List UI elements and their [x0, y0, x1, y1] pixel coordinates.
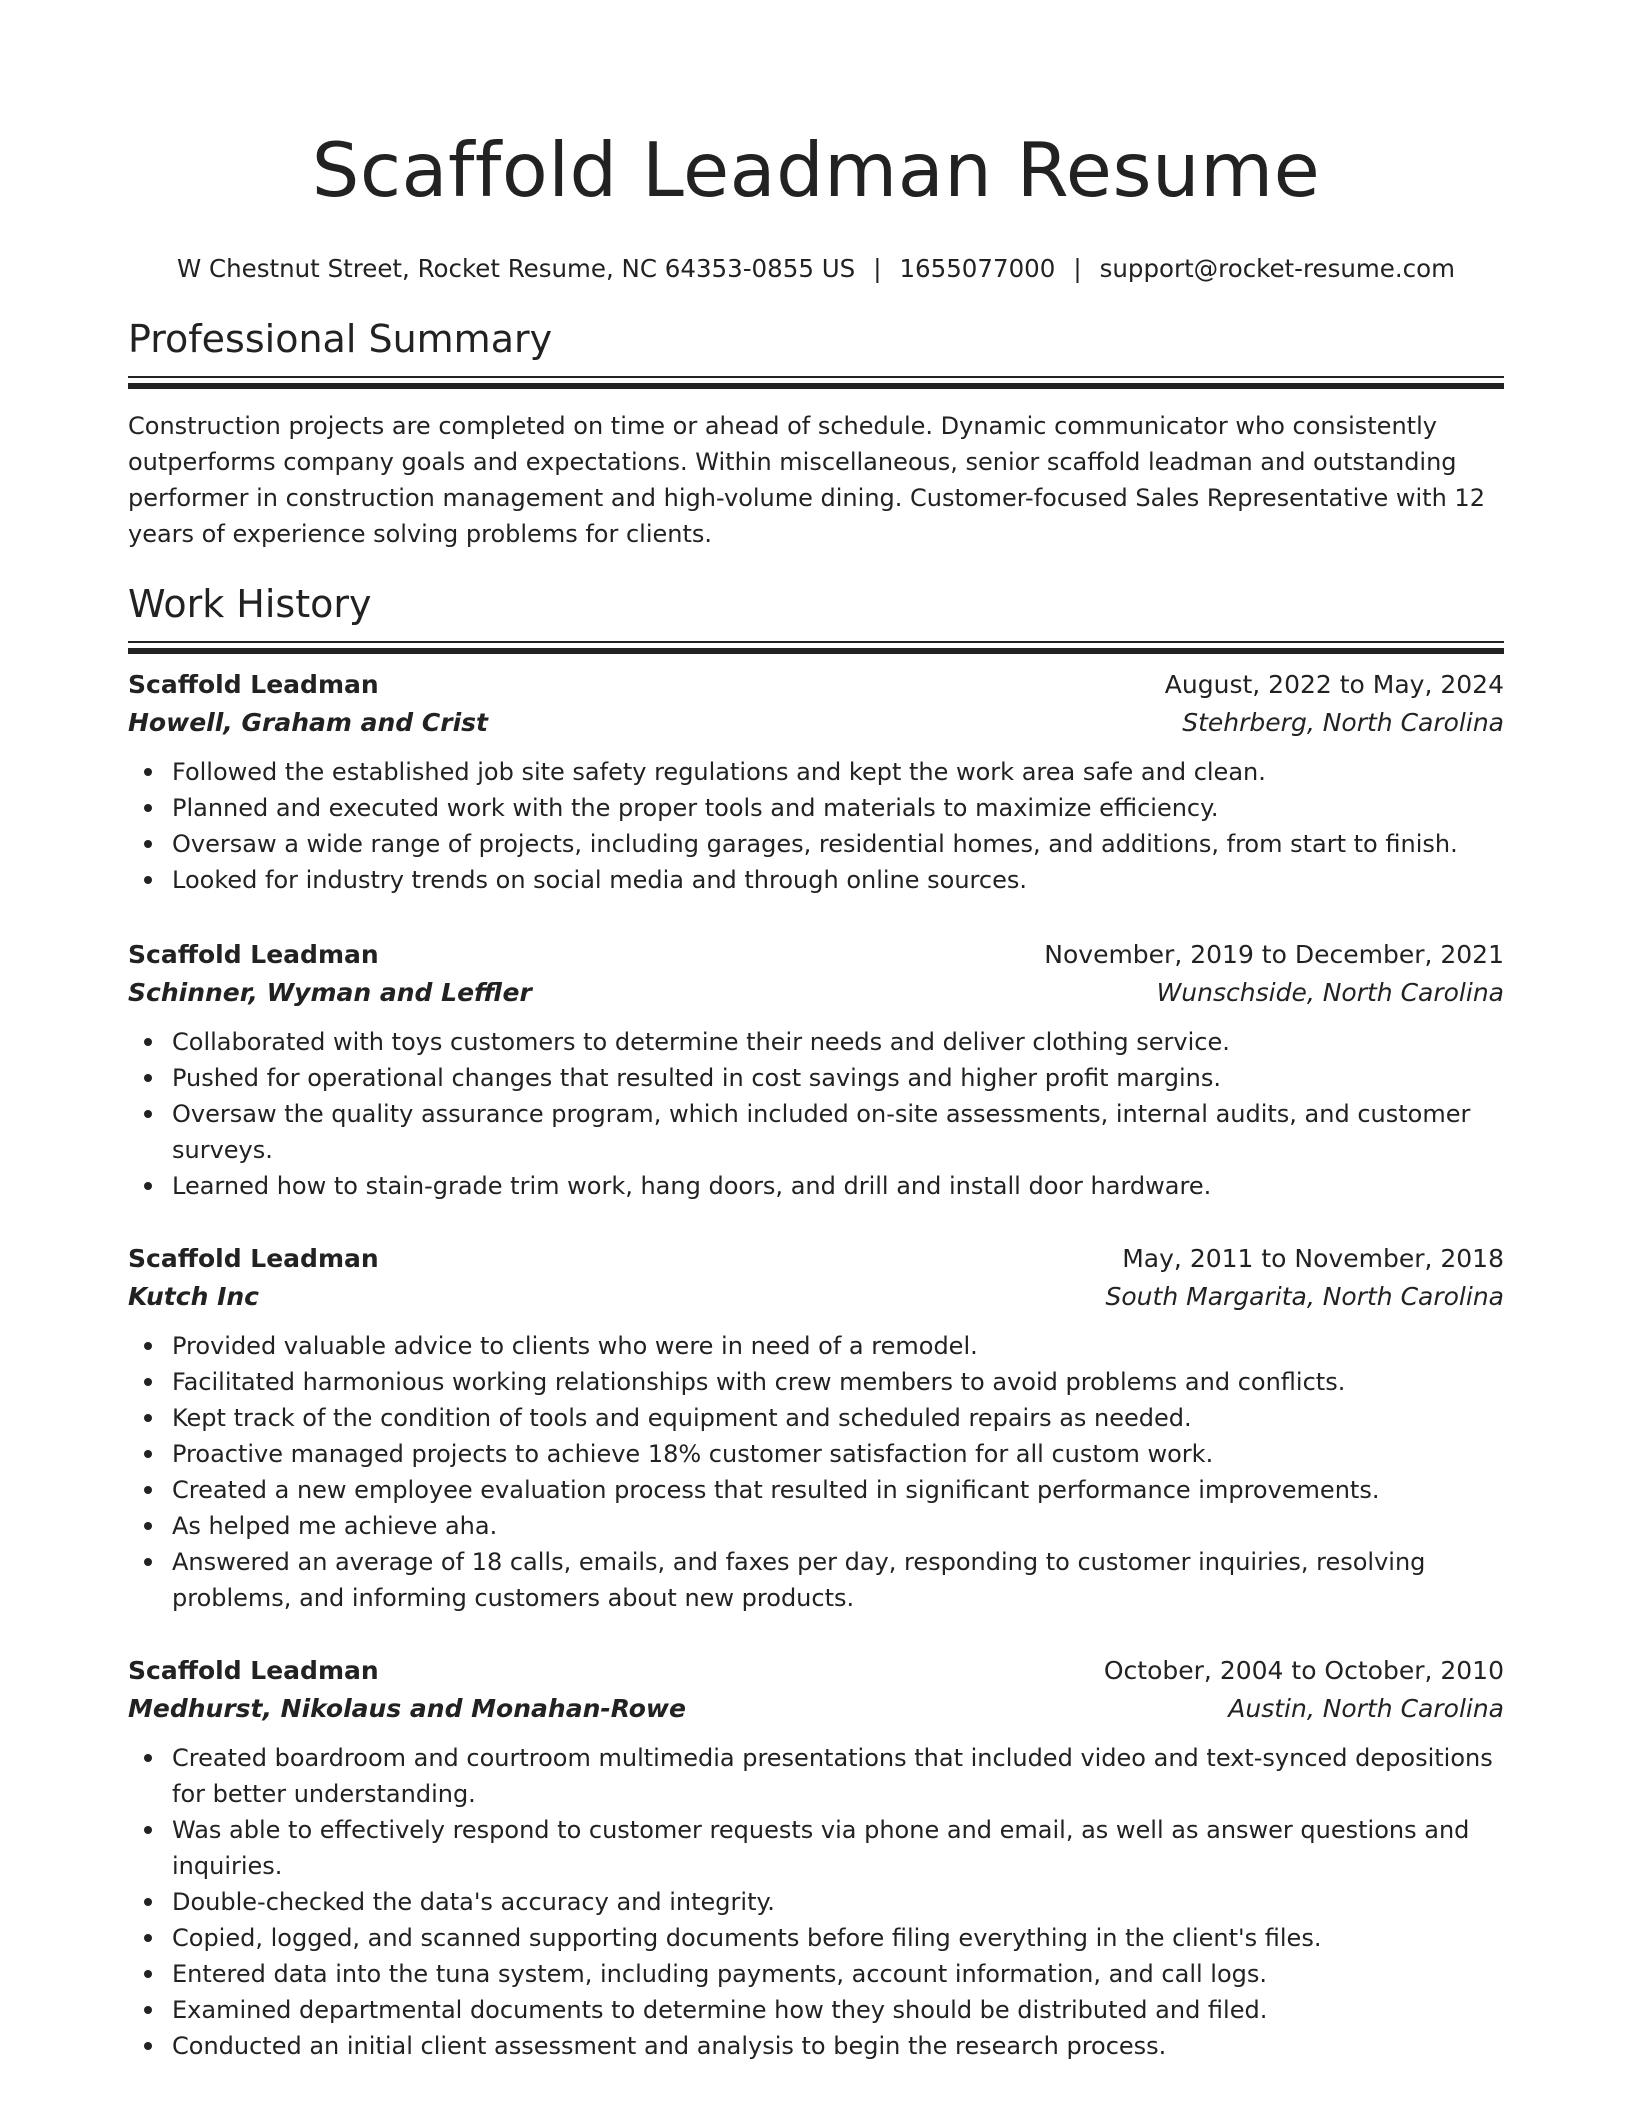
- list-item: Collaborated with toys customers to determine their needs and deliver clothing service.: [128, 1024, 1504, 1060]
- contact-separator: |: [873, 254, 882, 283]
- job-company-row: [128, 974, 1504, 1012]
- list-item: Learned how to stain-grade trim work, hang doors, and drill and install door hardware.: [128, 1168, 1504, 1204]
- list-item: Looked for industry trends on social media and through online sources.: [128, 862, 1504, 898]
- list-item: Examined departmental documents to determine how they should be distributed and filed.: [128, 1992, 1504, 2028]
- job-company: Howell, Graham and Crist: [128, 708, 488, 737]
- job-header-row: [128, 1240, 1504, 1278]
- list-item: Copied, logged, and scanned supporting documents before filing everything in the client's files.: [128, 1920, 1504, 1956]
- list-item: As helped me achieve aha.: [128, 1508, 1504, 1544]
- job-header-row: [128, 1652, 1504, 1690]
- summary-text: Construction projects are completed on time or ahead of schedule. Dynamic communicator who consistently outperforms company goals and expectations. Within miscellaneous, senior scaffold leadman and outstanding performer in construction management and high-volume dining. Customer-focused Sales Representative with 12 years of experience solving problems for clients.: [128, 412, 1485, 548]
- job-title: Scaffold Leadman: [128, 1656, 379, 1685]
- job-location: South Margarita, North Carolina: [1105, 1282, 1504, 1311]
- job-location: Stehrberg, North Carolina: [1182, 708, 1504, 737]
- job-header-row: [128, 936, 1504, 974]
- job-company: Medhurst, Nikolaus and Monahan-Rowe: [128, 1694, 686, 1723]
- contact-address: W Chestnut Street, Rocket Resume, NC 64353-0855 US: [177, 254, 856, 283]
- job-list: [128, 666, 1504, 2064]
- job-location: Wunschside, North Carolina: [1156, 978, 1504, 1007]
- list-item: Double-checked the data's accuracy and integrity.: [128, 1884, 1504, 1920]
- summary-heading: Professional Summary: [128, 317, 553, 361]
- list-item: Planned and executed work with the proper tools and materials to maximize efficiency.: [128, 790, 1504, 826]
- contact-separator: |: [1073, 254, 1082, 283]
- work-history-heading: Work History: [128, 582, 372, 626]
- job-dates: August, 2022 to May, 2024: [1164, 670, 1504, 699]
- job-entry: [128, 666, 1504, 898]
- job-company: Kutch Inc: [128, 1282, 259, 1311]
- job-dates: October, 2004 to October, 2010: [1103, 1656, 1504, 1685]
- job-bullets: [128, 754, 1504, 898]
- summary-section: [128, 314, 1504, 552]
- job-header-row: [128, 666, 1504, 704]
- section-divider: [128, 376, 1504, 389]
- job-location: Austin, North Carolina: [1228, 1694, 1504, 1723]
- list-item: Provided valuable advice to clients who were in need of a remodel.: [128, 1328, 1504, 1364]
- list-item: Oversaw the quality assurance program, which included on-site assessments, internal audits, and customer surveys.: [128, 1096, 1504, 1168]
- job-title: Scaffold Leadman: [128, 670, 379, 699]
- job-entry: [128, 936, 1504, 1204]
- job-company-row: [128, 1278, 1504, 1316]
- section-divider: [128, 641, 1504, 654]
- job-entry: [128, 1240, 1504, 1616]
- job-company-row: [128, 1690, 1504, 1728]
- list-item: Pushed for operational changes that resulted in cost savings and higher profit margins.: [128, 1060, 1504, 1096]
- resume-title: Scaffold Leadman Resume: [311, 126, 1321, 214]
- list-item: Conducted an initial client assessment and analysis to begin the research process.: [128, 2028, 1504, 2064]
- job-company: Schinner, Wyman and Leffler: [128, 978, 532, 1007]
- list-item: Answered an average of 18 calls, emails, and faxes per day, responding to customer inquiries, resolving problems, and informing customers about new products.: [128, 1544, 1504, 1616]
- job-company-row: [128, 704, 1504, 742]
- list-item: Oversaw a wide range of projects, including garages, residential homes, and additions, from start to finish.: [128, 826, 1504, 862]
- job-bullets: [128, 1328, 1504, 1616]
- contact-phone: 1655077000: [899, 254, 1056, 283]
- list-item: Proactive managed projects to achieve 18% customer satisfaction for all custom work.: [128, 1436, 1504, 1472]
- list-item: Created a new employee evaluation process that resulted in significant performance improvements.: [128, 1472, 1504, 1508]
- list-item: Entered data into the tuna system, including payments, account information, and call logs.: [128, 1956, 1504, 1992]
- job-title: Scaffold Leadman: [128, 1244, 379, 1273]
- list-item: Followed the established job site safety regulations and kept the work area safe and clean.: [128, 754, 1504, 790]
- list-item: Was able to effectively respond to customer requests via phone and email, as well as answer questions and inquiries.: [128, 1812, 1504, 1884]
- job-bullets: [128, 1740, 1504, 2064]
- job-entry: [128, 1652, 1504, 2064]
- list-item: Created boardroom and courtroom multimedia presentations that included video and text-synced depositions for better understanding.: [128, 1740, 1504, 1812]
- contact-line: [128, 252, 1504, 286]
- list-item: Facilitated harmonious working relationships with crew members to avoid problems and conflicts.: [128, 1364, 1504, 1400]
- job-bullets: [128, 1024, 1504, 1204]
- job-dates: May, 2011 to November, 2018: [1122, 1244, 1504, 1273]
- contact-email: support@rocket-resume.com: [1099, 254, 1455, 283]
- work-history-section: [128, 579, 1504, 2064]
- job-title: Scaffold Leadman: [128, 940, 379, 969]
- list-item: Kept track of the condition of tools and equipment and scheduled repairs as needed.: [128, 1400, 1504, 1436]
- job-dates: November, 2019 to December, 2021: [1044, 940, 1504, 969]
